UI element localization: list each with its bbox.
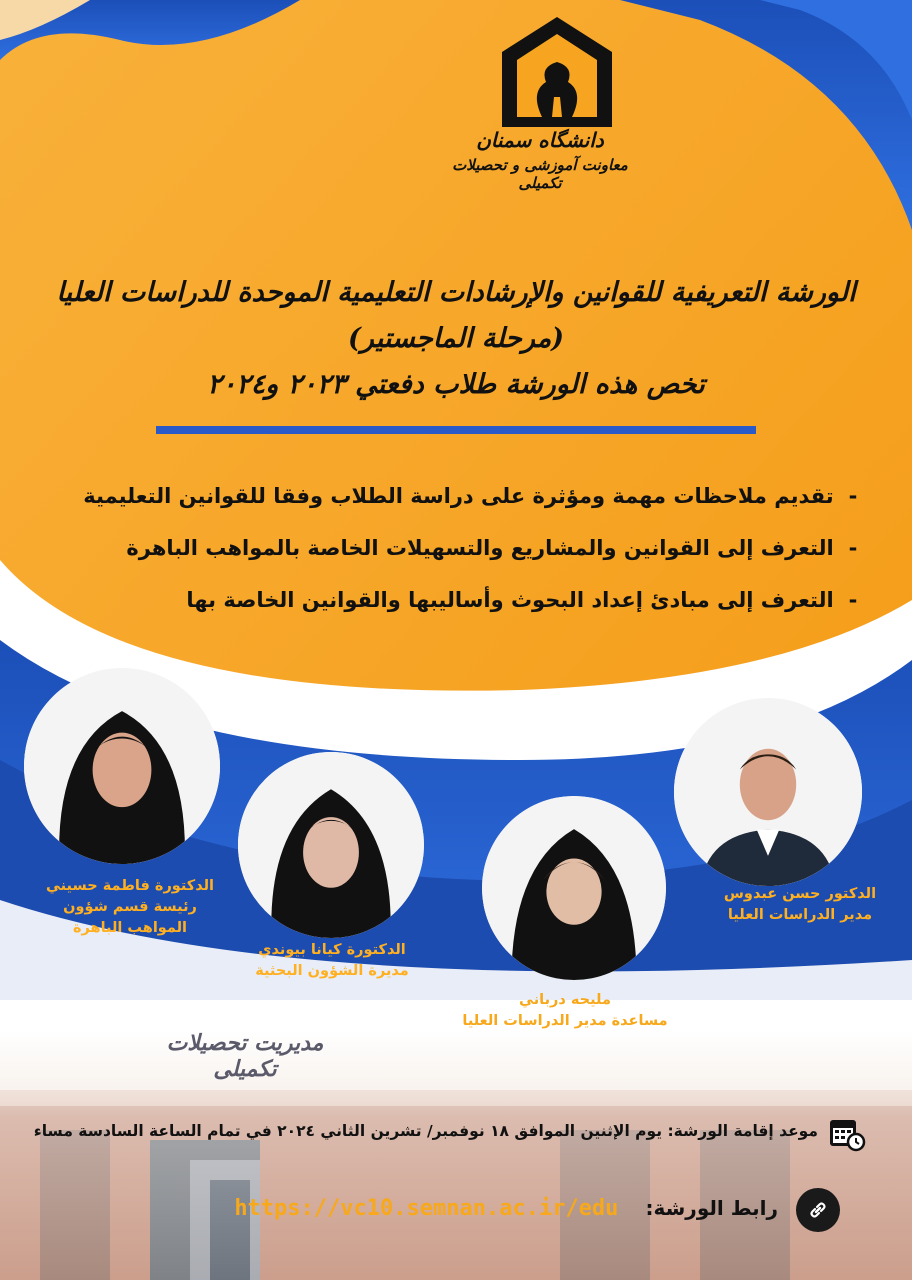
speaker-role: مساعدة مدير الدراسات العليا bbox=[462, 1013, 668, 1029]
person-avatar-icon bbox=[24, 668, 220, 864]
speaker-caption-1 bbox=[0, 876, 260, 939]
university-logo bbox=[482, 12, 632, 132]
speaker-photo-4 bbox=[674, 698, 862, 886]
bullet-text: التعرف إلى مبادئ إعداد البحوث وأساليبها والقوانين الخاصة بها bbox=[186, 588, 834, 612]
bullet-marker: - bbox=[848, 484, 858, 508]
speaker-caption-4 bbox=[700, 884, 900, 926]
speaker-photo-3 bbox=[482, 796, 666, 980]
workshop-title bbox=[40, 270, 872, 408]
person-avatar-icon bbox=[238, 752, 424, 938]
list-item bbox=[120, 582, 865, 634]
department-name: معاونت آموزشی و تحصیلات تکمیلی bbox=[452, 156, 628, 192]
workshop-link-row bbox=[234, 1196, 840, 1221]
building-sign: مدیریت تحصیلات تکمیلی bbox=[166, 1030, 324, 1082]
speaker-photo-2 bbox=[238, 752, 424, 938]
bullet-marker: - bbox=[848, 536, 858, 560]
speaker-caption-3 bbox=[430, 990, 700, 1032]
speaker-role: مدير الدراسات العليا bbox=[727, 907, 873, 923]
link-icon bbox=[796, 1188, 840, 1232]
list-item bbox=[83, 478, 865, 530]
speaker-role: المواهب الباهرة bbox=[72, 920, 188, 936]
divider bbox=[156, 426, 756, 434]
university-name-block bbox=[440, 128, 640, 192]
bullet-text: التعرف إلى القوانين والمشاريع والتسهيلات الخاصة بالمواهب الباهرة bbox=[126, 536, 834, 560]
speaker-name: الدكتورة كيانا بيوندي bbox=[258, 942, 406, 958]
workshop-url-link[interactable]: https://vc10.semnan.ac.ir/edu bbox=[234, 1196, 619, 1221]
person-avatar-icon bbox=[482, 796, 666, 980]
speaker-photo-1 bbox=[24, 668, 220, 864]
workshop-date bbox=[33, 1122, 866, 1140]
speaker-role: رئيسة قسم شؤون bbox=[63, 899, 197, 915]
bullet-marker: - bbox=[848, 588, 858, 612]
speaker-name: مليحه درباني bbox=[519, 992, 611, 1008]
university-name: دانشگاه سمنان bbox=[476, 128, 604, 152]
list-item bbox=[120, 530, 865, 582]
title-line-1: الورشة التعريفية للقوانين والإرشادات التعليمية الموحدة للدراسات العليا (مرحلة الماجستير) bbox=[56, 277, 856, 354]
speaker-name: الدكتورة فاطمة حسيني bbox=[45, 878, 215, 894]
bullet-list bbox=[83, 478, 865, 634]
bullet-text: تقديم ملاحظات مهمة ومؤثرة على دراسة الطلاب وفقا للقوانين التعليمية bbox=[83, 484, 834, 508]
person-avatar-icon bbox=[674, 698, 862, 886]
building-photo bbox=[0, 1030, 912, 1280]
calendar-clock-icon bbox=[826, 1112, 866, 1152]
link-label: رابط الورشة: bbox=[645, 1196, 778, 1220]
speaker-name: الدكتور حسن عبدوس bbox=[723, 886, 877, 902]
title-line-2: تخص هذه الورشة طلاب دفعتي ٢٠٢٣ و٢٠٢٤ bbox=[207, 369, 705, 400]
speaker-caption-2 bbox=[222, 940, 442, 982]
date-text: موعد إقامة الورشة: يوم الإثنين الموافق ١٨ نوفمبر/ تشرين الثاني ٢٠٢٤ في تمام الساعة السادسة مساء bbox=[33, 1122, 818, 1140]
speaker-role: مديرة الشؤون البحثية bbox=[255, 963, 409, 979]
